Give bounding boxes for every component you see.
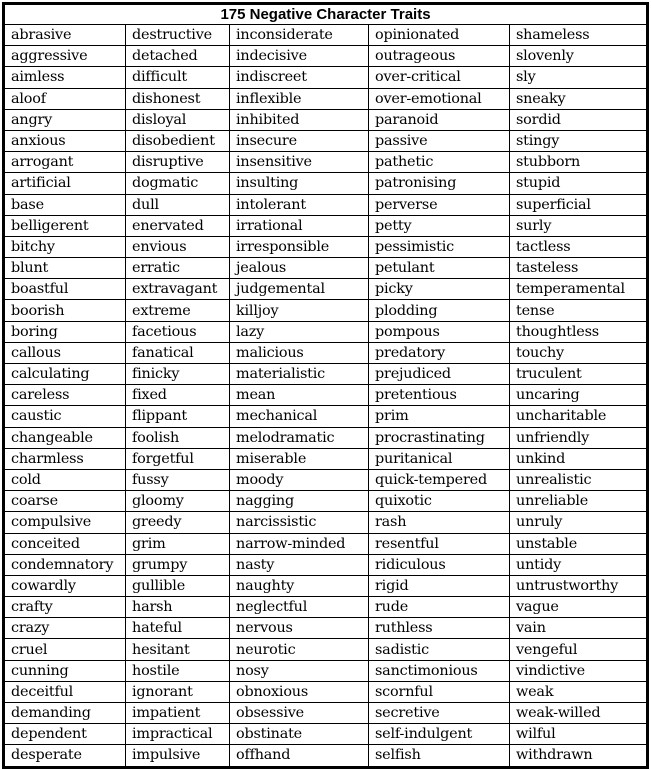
table-header-row (4, 4, 648, 25)
trait-cell: belligerent (4, 215, 126, 236)
trait-cell: envious (126, 236, 230, 257)
table-row (4, 703, 648, 724)
trait-cell: neglectful (230, 597, 369, 618)
table-row (4, 321, 648, 342)
trait-cell: inconsiderate (230, 25, 369, 46)
trait-cell: artificial (4, 173, 126, 194)
table-row (4, 46, 648, 67)
table-row (4, 215, 648, 236)
trait-cell: predatory (369, 342, 510, 363)
trait-cell: forgetful (126, 448, 230, 469)
trait-cell: petulant (369, 258, 510, 279)
trait-cell: disloyal (126, 109, 230, 130)
trait-cell: difficult (126, 67, 230, 88)
trait-cell: erratic (126, 258, 230, 279)
trait-cell: pessimistic (369, 236, 510, 257)
trait-cell: quick-tempered (369, 469, 510, 490)
trait-cell: naughty (230, 575, 369, 596)
trait-cell: self-indulgent (369, 724, 510, 745)
trait-cell: conceited (4, 533, 126, 554)
trait-cell: picky (369, 279, 510, 300)
trait-cell: shameless (510, 25, 648, 46)
trait-cell: ruthless (369, 618, 510, 639)
trait-cell: vain (510, 618, 648, 639)
trait-cell: detached (126, 46, 230, 67)
table-row (4, 448, 648, 469)
trait-cell: surly (510, 215, 648, 236)
table-row (4, 88, 648, 109)
table-row (4, 618, 648, 639)
trait-cell: resentful (369, 533, 510, 554)
table-row (4, 364, 648, 385)
trait-cell: coarse (4, 491, 126, 512)
trait-cell: desperate (4, 745, 126, 767)
trait-cell: ridiculous (369, 554, 510, 575)
table-row (4, 639, 648, 660)
trait-cell: boorish (4, 300, 126, 321)
trait-cell: callous (4, 342, 126, 363)
trait-cell: thoughtless (510, 321, 648, 342)
table-row (4, 236, 648, 257)
traits-table (2, 2, 649, 769)
trait-cell: anxious (4, 130, 126, 151)
table-title: 175 Negative Character Traits (4, 4, 648, 25)
trait-cell: cruel (4, 639, 126, 660)
trait-cell: gloomy (126, 491, 230, 512)
trait-cell: pompous (369, 321, 510, 342)
trait-cell: mean (230, 385, 369, 406)
table-row (4, 724, 648, 745)
table-row (4, 67, 648, 88)
trait-cell: narrow-minded (230, 533, 369, 554)
trait-cell: greedy (126, 512, 230, 533)
trait-cell: fixed (126, 385, 230, 406)
trait-cell: hesitant (126, 639, 230, 660)
trait-cell: opinionated (369, 25, 510, 46)
trait-cell: demanding (4, 703, 126, 724)
trait-cell: arrogant (4, 152, 126, 173)
trait-cell: quixotic (369, 491, 510, 512)
trait-cell: secretive (369, 703, 510, 724)
trait-cell: hostile (126, 660, 230, 681)
trait-cell: impulsive (126, 745, 230, 767)
trait-cell: irrational (230, 215, 369, 236)
trait-cell: ignorant (126, 681, 230, 702)
trait-cell: uncaring (510, 385, 648, 406)
trait-cell: crazy (4, 618, 126, 639)
trait-cell: malicious (230, 342, 369, 363)
table-row (4, 469, 648, 490)
trait-cell: patronising (369, 173, 510, 194)
trait-cell: mechanical (230, 406, 369, 427)
trait-cell: dependent (4, 724, 126, 745)
trait-cell: over-emotional (369, 88, 510, 109)
trait-cell: untrustworthy (510, 575, 648, 596)
table-row (4, 427, 648, 448)
table-row (4, 194, 648, 215)
trait-cell: obnoxious (230, 681, 369, 702)
trait-cell: insensitive (230, 152, 369, 173)
trait-cell: extreme (126, 300, 230, 321)
trait-cell: materialistic (230, 364, 369, 385)
table-row (4, 660, 648, 681)
table-row (4, 554, 648, 575)
trait-cell: indiscreet (230, 67, 369, 88)
trait-cell: prejudiced (369, 364, 510, 385)
trait-cell: boastful (4, 279, 126, 300)
trait-cell: procrastinating (369, 427, 510, 448)
trait-cell: nasty (230, 554, 369, 575)
table-row (4, 173, 648, 194)
trait-cell: lazy (230, 321, 369, 342)
trait-cell: indecisive (230, 46, 369, 67)
trait-cell: sanctimonious (369, 660, 510, 681)
trait-cell: fussy (126, 469, 230, 490)
trait-cell: superficial (510, 194, 648, 215)
trait-cell: prim (369, 406, 510, 427)
table-row (4, 109, 648, 130)
trait-cell: sly (510, 67, 648, 88)
trait-cell: careless (4, 385, 126, 406)
trait-cell: obstinate (230, 724, 369, 745)
trait-cell: compulsive (4, 512, 126, 533)
table-row (4, 406, 648, 427)
trait-cell: sadistic (369, 639, 510, 660)
trait-cell: dishonest (126, 88, 230, 109)
trait-cell: untidy (510, 554, 648, 575)
trait-cell: destructive (126, 25, 230, 46)
trait-cell: disobedient (126, 130, 230, 151)
trait-cell: pathetic (369, 152, 510, 173)
trait-cell: facetious (126, 321, 230, 342)
trait-cell: hateful (126, 618, 230, 639)
trait-cell: caustic (4, 406, 126, 427)
trait-cell: killjoy (230, 300, 369, 321)
trait-cell: touchy (510, 342, 648, 363)
trait-cell: weak-willed (510, 703, 648, 724)
trait-cell: weak (510, 681, 648, 702)
table-row (4, 597, 648, 618)
trait-cell: intolerant (230, 194, 369, 215)
trait-cell: outrageous (369, 46, 510, 67)
trait-cell: stingy (510, 130, 648, 151)
trait-cell: wilful (510, 724, 648, 745)
trait-cell: crafty (4, 597, 126, 618)
trait-cell: petty (369, 215, 510, 236)
trait-cell: dull (126, 194, 230, 215)
trait-cell: boring (4, 321, 126, 342)
trait-cell: rude (369, 597, 510, 618)
trait-cell: harsh (126, 597, 230, 618)
table-row (4, 152, 648, 173)
table-row (4, 745, 648, 767)
trait-cell: finicky (126, 364, 230, 385)
trait-cell: flippant (126, 406, 230, 427)
trait-cell: inhibited (230, 109, 369, 130)
trait-cell: moody (230, 469, 369, 490)
trait-cell: jealous (230, 258, 369, 279)
trait-cell: dogmatic (126, 173, 230, 194)
trait-cell: calculating (4, 364, 126, 385)
trait-cell: truculent (510, 364, 648, 385)
trait-cell: cold (4, 469, 126, 490)
trait-cell: slovenly (510, 46, 648, 67)
trait-cell: impatient (126, 703, 230, 724)
trait-cell: scornful (369, 681, 510, 702)
trait-cell: condemnatory (4, 554, 126, 575)
trait-cell: rigid (369, 575, 510, 596)
trait-cell: aimless (4, 67, 126, 88)
trait-cell: enervated (126, 215, 230, 236)
trait-cell: aggressive (4, 46, 126, 67)
trait-cell: bitchy (4, 236, 126, 257)
trait-cell: impractical (126, 724, 230, 745)
trait-cell: foolish (126, 427, 230, 448)
trait-cell: gullible (126, 575, 230, 596)
trait-cell: unreliable (510, 491, 648, 512)
trait-cell: nagging (230, 491, 369, 512)
table-row (4, 342, 648, 363)
trait-cell: angry (4, 109, 126, 130)
table-row (4, 681, 648, 702)
trait-cell: selfish (369, 745, 510, 767)
trait-cell: insecure (230, 130, 369, 151)
trait-cell: stubborn (510, 152, 648, 173)
trait-cell: disruptive (126, 152, 230, 173)
trait-cell: fanatical (126, 342, 230, 363)
trait-cell: insulting (230, 173, 369, 194)
trait-cell: temperamental (510, 279, 648, 300)
trait-cell: neurotic (230, 639, 369, 660)
trait-cell: sordid (510, 109, 648, 130)
trait-cell: stupid (510, 173, 648, 194)
trait-cell: cunning (4, 660, 126, 681)
trait-cell: unrealistic (510, 469, 648, 490)
trait-cell: over-critical (369, 67, 510, 88)
trait-cell: sneaky (510, 88, 648, 109)
table-row (4, 25, 648, 46)
trait-cell: passive (369, 130, 510, 151)
trait-cell: nervous (230, 618, 369, 639)
table-row (4, 533, 648, 554)
trait-cell: vindictive (510, 660, 648, 681)
trait-cell: aloof (4, 88, 126, 109)
trait-cell: withdrawn (510, 745, 648, 767)
trait-cell: melodramatic (230, 427, 369, 448)
trait-cell: paranoid (369, 109, 510, 130)
trait-cell: changeable (4, 427, 126, 448)
table-row (4, 575, 648, 596)
trait-cell: cowardly (4, 575, 126, 596)
trait-cell: grumpy (126, 554, 230, 575)
trait-cell: base (4, 194, 126, 215)
trait-cell: tactless (510, 236, 648, 257)
table-row (4, 130, 648, 151)
trait-cell: charmless (4, 448, 126, 469)
trait-cell: unfriendly (510, 427, 648, 448)
trait-cell: tense (510, 300, 648, 321)
table-row (4, 491, 648, 512)
table-row (4, 258, 648, 279)
trait-cell: unruly (510, 512, 648, 533)
trait-cell: offhand (230, 745, 369, 767)
table-row (4, 385, 648, 406)
trait-cell: judgemental (230, 279, 369, 300)
table-row (4, 279, 648, 300)
traits-body (4, 25, 648, 768)
trait-cell: abrasive (4, 25, 126, 46)
trait-cell: miserable (230, 448, 369, 469)
trait-cell: extravagant (126, 279, 230, 300)
trait-cell: vague (510, 597, 648, 618)
trait-cell: perverse (369, 194, 510, 215)
trait-cell: pretentious (369, 385, 510, 406)
trait-cell: tasteless (510, 258, 648, 279)
table-row (4, 300, 648, 321)
trait-cell: deceitful (4, 681, 126, 702)
trait-cell: obsessive (230, 703, 369, 724)
trait-cell: vengeful (510, 639, 648, 660)
trait-cell: nosy (230, 660, 369, 681)
table-row (4, 512, 648, 533)
trait-cell: blunt (4, 258, 126, 279)
trait-cell: inflexible (230, 88, 369, 109)
trait-cell: irresponsible (230, 236, 369, 257)
trait-cell: unstable (510, 533, 648, 554)
trait-cell: rash (369, 512, 510, 533)
trait-cell: unkind (510, 448, 648, 469)
trait-cell: uncharitable (510, 406, 648, 427)
trait-cell: narcissistic (230, 512, 369, 533)
trait-cell: grim (126, 533, 230, 554)
trait-cell: puritanical (369, 448, 510, 469)
trait-cell: plodding (369, 300, 510, 321)
